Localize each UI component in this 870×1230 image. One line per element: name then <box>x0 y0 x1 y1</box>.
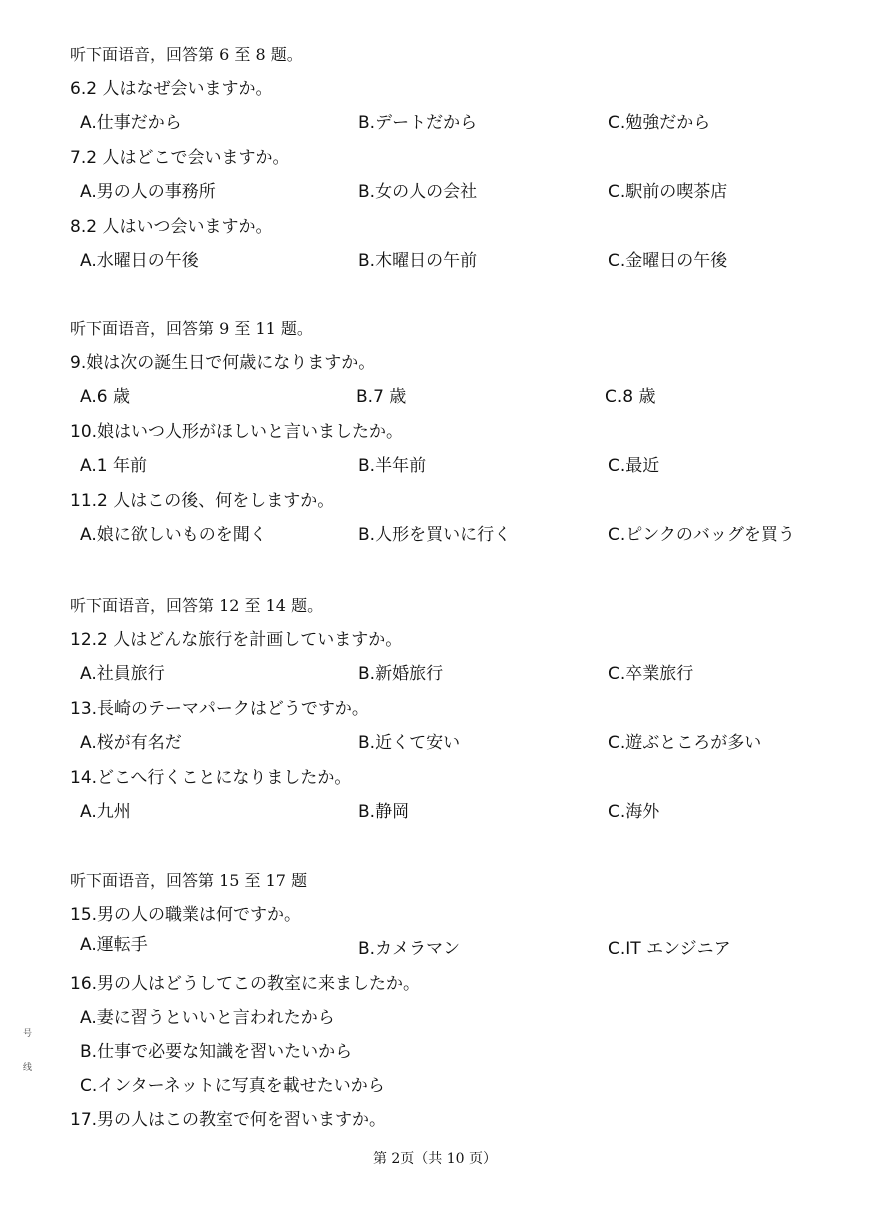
question-12: 12.2 人はどんな旅行を計画していますか。 <box>70 630 403 650</box>
option-a: A.妻に習うといいと言われたから <box>80 1008 335 1028</box>
option-c: C.8 歳 <box>605 387 656 407</box>
option-b: B.木曜日の午前 <box>358 251 478 271</box>
option-a: A.6 歳 <box>80 387 130 407</box>
question-15: 15.男の人の職業は何ですか。 <box>70 905 302 925</box>
option-c: C.IT エンジニア <box>608 939 731 959</box>
section-intro: 听下面语音，回答第 6 至 8 题。 <box>70 45 303 64</box>
options-7 <box>70 175 830 210</box>
option-c: C.金曜日の午後 <box>608 251 728 271</box>
binding-mark: 号 <box>21 1028 31 1037</box>
option-b: B.デートだから <box>358 113 478 133</box>
option-a: A.仕事だから <box>80 113 182 133</box>
option-c: C.海外 <box>608 802 660 822</box>
options-10 <box>70 449 830 484</box>
option-b: B.新婚旅行 <box>358 664 444 684</box>
option-c: C.ピンクのバッグを買う <box>608 525 795 545</box>
options-13 <box>70 726 830 761</box>
option-b: B.仕事で必要な知識を習いたいから <box>80 1042 353 1062</box>
option-c: C.最近 <box>608 456 660 476</box>
option-a: A.水曜日の午後 <box>80 251 199 271</box>
question-11: 11.2 人はこの後、何をしますか。 <box>70 491 335 511</box>
section-intro: 听下面语音，回答第 15 至 17 题 <box>70 871 308 890</box>
section-q15-17 <box>70 864 830 1137</box>
options-6 <box>70 106 830 141</box>
option-b: B.女の人の会社 <box>358 182 478 202</box>
option-a: A.1 年前 <box>80 456 147 476</box>
option-c: C.遊ぶところが多い <box>608 733 762 753</box>
binding-mark: 线 <box>21 1062 31 1071</box>
option-a: A.男の人の事務所 <box>80 182 216 202</box>
options-15 <box>70 932 830 967</box>
question-10: 10.娘はいつ人形がほしいと言いましたか。 <box>70 422 404 442</box>
option-a: A.社員旅行 <box>80 664 165 684</box>
section-q9-11 <box>70 312 830 553</box>
option-c: C.インターネットに写真を載せたいから <box>80 1076 385 1096</box>
options-11 <box>70 518 830 553</box>
option-b: B.半年前 <box>358 456 427 476</box>
question-17: 17.男の人はこの教室で何を習いますか。 <box>70 1110 387 1130</box>
section-q6-8 <box>70 38 830 279</box>
section-q12-14 <box>70 589 830 830</box>
option-c: C.卒業旅行 <box>608 664 694 684</box>
option-a: A.娘に欲しいものを聞く <box>80 525 267 545</box>
question-13: 13.長崎のテーマパークはどうですか。 <box>70 699 369 719</box>
options-12 <box>70 657 830 692</box>
option-b: B.人形を買いに行く <box>358 525 512 545</box>
section-intro: 听下面语音，回答第 12 至 14 题。 <box>70 596 324 615</box>
question-7: 7.2 人はどこで会いますか。 <box>70 148 290 168</box>
option-b: B.カメラマン <box>358 939 461 959</box>
question-14: 14.どこへ行くことになりましたか。 <box>70 768 352 788</box>
page-number-footer: 第 2页（共 10 页） <box>372 1151 498 1167</box>
options-14 <box>70 795 830 830</box>
section-intro: 听下面语音，回答第 9 至 11 题。 <box>70 319 313 338</box>
question-9: 9.娘は次の誕生日で何歳になりますか。 <box>70 353 376 373</box>
option-a: A.九州 <box>80 802 131 822</box>
option-c: C.勉強だから <box>608 113 711 133</box>
option-a: A.桜が有名だ <box>80 733 182 753</box>
question-6: 6.2 人はなぜ会いますか。 <box>70 79 273 99</box>
options-9 <box>70 380 830 415</box>
question-16: 16.男の人はどうしてこの教室に来ましたか。 <box>70 974 421 994</box>
option-a: A.運転手 <box>80 935 148 955</box>
option-c: C.駅前の喫茶店 <box>608 182 728 202</box>
option-b: B.静岡 <box>358 802 410 822</box>
question-8: 8.2 人はいつ会いますか。 <box>70 217 273 237</box>
option-b: B.7 歳 <box>356 387 407 407</box>
options-8 <box>70 244 830 279</box>
option-b: B.近くて安い <box>358 733 461 753</box>
